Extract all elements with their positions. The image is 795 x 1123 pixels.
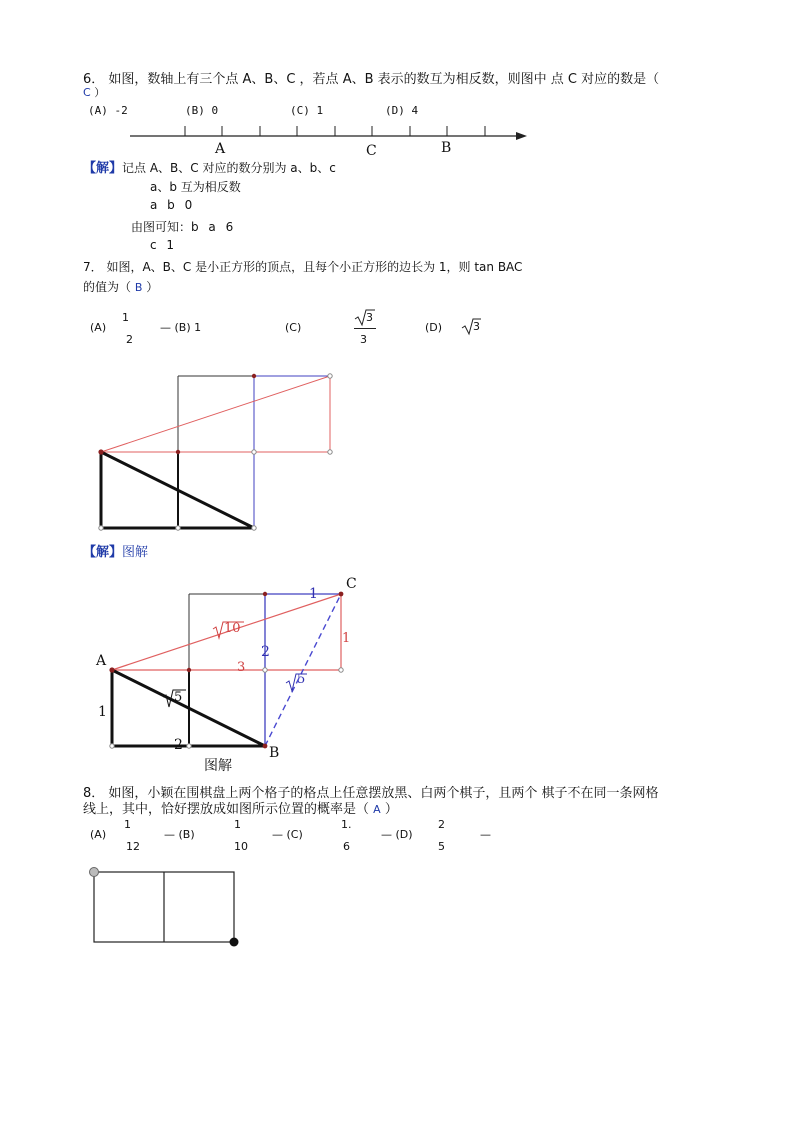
q8-option-b-denominator: 10 bbox=[234, 840, 248, 853]
q7-option-d-value: 3 bbox=[473, 320, 480, 333]
q7-option-a-numerator: 1 bbox=[122, 311, 129, 324]
q8-option-a-denominator: 12 bbox=[126, 840, 140, 853]
q6-option-b: (B) 0 bbox=[185, 104, 219, 117]
q7-solution: 【解】图解 bbox=[83, 545, 149, 560]
segment-label-mid: 2 bbox=[261, 644, 270, 660]
q7-option-a-denominator: 2 bbox=[126, 333, 133, 346]
segment-label-bc: 5 bbox=[297, 672, 306, 687]
q7-option-a-label: (A) bbox=[90, 321, 107, 334]
point-b-label: B bbox=[441, 140, 452, 156]
q8-stem-line2: 线上，其中，恰好摆放成如图所示位置的概率是（ A ） bbox=[83, 802, 398, 817]
q7-option-d-label: (D) bbox=[425, 321, 443, 334]
q7-option-b: — (B) 1 bbox=[160, 321, 202, 334]
q8-option-c-label: — (C) bbox=[272, 828, 303, 841]
q8-option-a-numerator: 1 bbox=[124, 818, 131, 831]
q6-option-d: (D) 4 bbox=[385, 104, 419, 117]
q6-solution-line2: a、b 互为相反数 bbox=[150, 180, 241, 194]
q7-stem-line2: 的值为（ B ） bbox=[83, 280, 159, 294]
q8-option-d-numerator: 2 bbox=[438, 818, 445, 831]
segment-label-ab: 5 bbox=[174, 690, 183, 705]
segment-label-top: 1 bbox=[309, 586, 318, 602]
q8-option-a-label: (A) bbox=[90, 828, 107, 841]
q6-solution-line5: c 1 bbox=[150, 238, 175, 252]
vertex-label-a: A bbox=[96, 653, 107, 669]
q8-option-b-numerator: 1 bbox=[234, 818, 241, 831]
q6-option-c: (C) 1 bbox=[290, 104, 324, 117]
q6-solution-line1: 【解】记点 A、B、C 对应的数分别为 a、b、c bbox=[83, 161, 336, 176]
q8-option-d-denominator: 5 bbox=[438, 840, 445, 853]
q7-stem-line1: 7． 如图，A、B、C 是小正方形的顶点，且每个小正方形的边长为 1，则 tan BAC bbox=[83, 260, 523, 274]
white-stone-icon bbox=[90, 868, 99, 877]
vertex-label-c: C bbox=[346, 576, 357, 592]
q7-option-c-label: (C) bbox=[285, 321, 302, 334]
black-stone-icon bbox=[230, 938, 239, 947]
q7-option-c-numerator: 3 bbox=[366, 311, 373, 324]
q8-stem-line1: 8． 如图，小颖在围棋盘上两个格子的格点上任意摆放黑、白两个棋子，且两个 棋子不在同一条网格 bbox=[83, 786, 659, 801]
q6-solution-line4: 由图可知：b a 6 bbox=[131, 220, 234, 234]
diagram-caption: 图解 bbox=[204, 758, 232, 774]
q6-solution-line3: a b 0 bbox=[150, 198, 193, 212]
point-a-label: A bbox=[215, 141, 226, 157]
q8-option-d-label: — (D) bbox=[381, 828, 413, 841]
segment-label-right: 1 bbox=[342, 631, 351, 646]
q8-option-c-denominator: 6 bbox=[343, 840, 350, 853]
segment-label-bottom: 2 bbox=[174, 737, 183, 753]
q6-answer: C ） bbox=[83, 86, 106, 99]
point-c-label: C bbox=[366, 143, 377, 159]
q6-stem: 6． 如图，数轴上有三个点 A、B、C ，若点 A、B 表示的数互为相反数，则图中 点 C 对应的数是（ bbox=[83, 72, 660, 87]
q8-option-tail: — bbox=[480, 828, 491, 841]
q6-option-a: (A) -2 bbox=[88, 104, 128, 117]
q8-option-b-label: — (B) bbox=[164, 828, 195, 841]
segment-label-left: 1 bbox=[98, 704, 107, 720]
q7-option-c-denominator: 3 bbox=[360, 333, 367, 346]
q8-option-c-numerator: 1. bbox=[341, 818, 352, 831]
segment-label-three: 3 bbox=[237, 660, 246, 675]
vertex-label-b: B bbox=[269, 745, 280, 761]
segment-label-ac: 10 bbox=[224, 621, 241, 636]
